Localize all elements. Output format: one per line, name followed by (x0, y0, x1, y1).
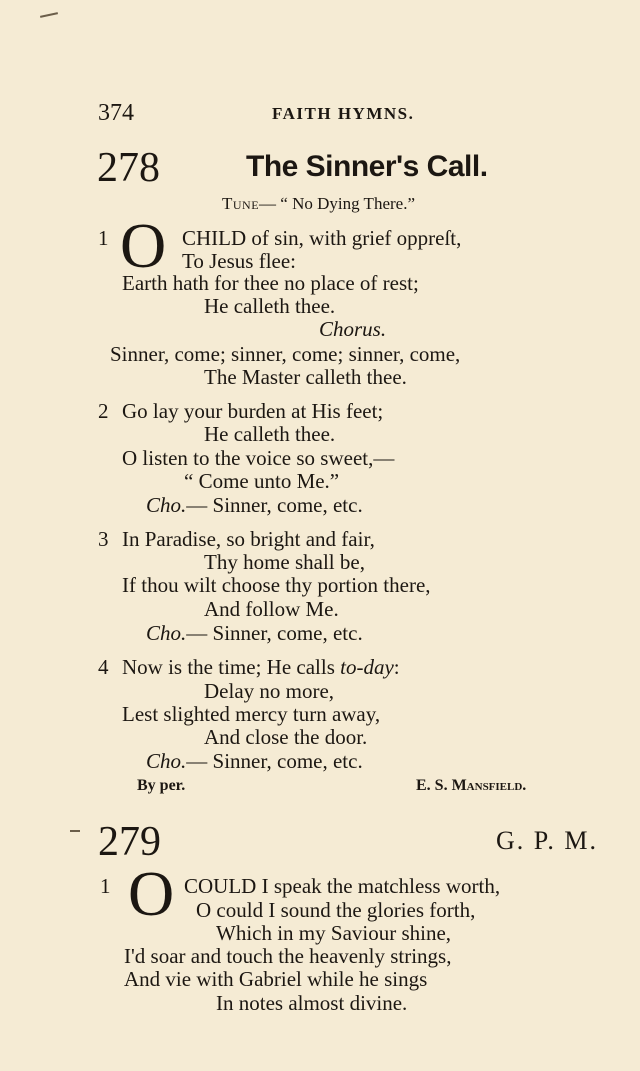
verse-number: 2 (98, 399, 109, 423)
verse-line: “ Come unto Me.” (184, 469, 340, 493)
verse-line: Earth hath for thee no place of rest; (122, 271, 419, 295)
hymn-title: The Sinner's Call. (246, 150, 488, 183)
verse-line: To Jesus flee: (182, 249, 297, 273)
cho-text: — Sinner, come, etc. (186, 749, 363, 773)
cho-text: — Sinner, come, etc. (186, 493, 363, 517)
permission-credit: By per. (137, 777, 186, 794)
verse-line: Which in my Saviour shine, (216, 921, 452, 945)
verse-line: He calleth thee. (204, 422, 336, 446)
author-credit (416, 777, 526, 795)
tune-label: Tune (222, 194, 260, 213)
verse-line (122, 655, 400, 680)
verse-line: Go lay your burden at His feet; (122, 399, 384, 423)
verse-line-emphasis: to-day (340, 655, 394, 679)
verse-line: COULD I speak the matchless worth, (184, 874, 501, 898)
verse-line-punct: : (393, 655, 400, 679)
ink-mark (70, 830, 80, 832)
verse-line: If thou wilt choose thy portion there, (122, 573, 431, 597)
drop-cap: O (120, 210, 167, 281)
hymn-number: 279 (98, 819, 161, 865)
chorus-ref (146, 621, 363, 646)
verse-line: I'd soar and touch the heavenly strings, (124, 944, 452, 968)
verse-line: And follow Me. (204, 597, 339, 621)
chorus-line: Sinner, come; sinner, come; sinner, come, (110, 342, 461, 366)
verse-line: Lest slighted mercy turn away, (122, 702, 381, 726)
verse-number: 1 (100, 874, 111, 898)
verse-line: O could I sound the glories forth, (196, 898, 476, 922)
verse-line: In Paradise, so bright and fair, (122, 527, 375, 551)
verse-line: In notes almost divine. (216, 991, 408, 1015)
verse-number: 1 (98, 226, 109, 250)
verse-line: Delay no more, (204, 679, 335, 703)
chorus-line: The Master calleth thee. (204, 365, 407, 389)
cho-label: Cho. (146, 749, 187, 773)
verse-line: O listen to the voice so sweet,— (122, 446, 395, 470)
chorus-ref (146, 493, 363, 518)
verse-number: 4 (98, 655, 109, 679)
verse-line: And close the door. (204, 725, 368, 749)
verse-number: 3 (98, 527, 109, 551)
drop-cap: O (128, 858, 175, 929)
cho-label: Cho. (146, 493, 187, 517)
chorus-label: Chorus. (319, 317, 387, 341)
cho-label: Cho. (146, 621, 187, 645)
running-head: FAITH HYMNS. (272, 104, 415, 123)
page-number: 374 (98, 100, 134, 126)
tune-line (222, 194, 415, 214)
verse-line: CHILD of sin, with grief oppreſt, (182, 226, 462, 250)
author-surname: Mansfield. (451, 777, 527, 794)
cho-text: — Sinner, come, etc. (186, 621, 363, 645)
hymn-number: 278 (97, 145, 160, 191)
hymn-meter: G. P. M. (496, 826, 598, 855)
author-initials: E. S. (416, 777, 452, 794)
chorus-ref (146, 749, 363, 774)
tune-name: — “ No Dying There.” (259, 194, 415, 213)
verse-line: He calleth thee. (204, 294, 336, 318)
verse-line: Thy home shall be, (204, 550, 365, 574)
ink-mark (40, 12, 58, 18)
verse-line: And vie with Gabriel while he sings (124, 967, 428, 991)
verse-line-text: Now is the time; He calls (122, 655, 341, 679)
